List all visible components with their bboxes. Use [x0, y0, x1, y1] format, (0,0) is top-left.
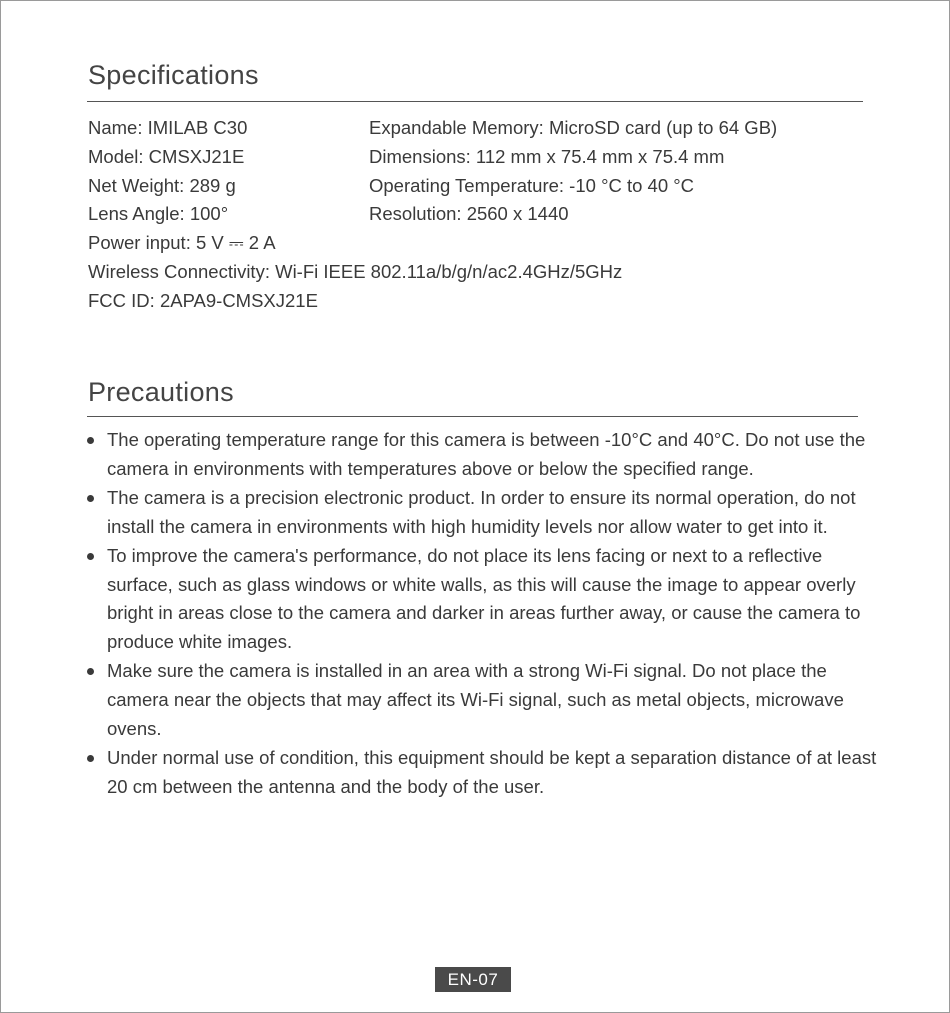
specifications-divider: [87, 101, 863, 102]
bullet-icon: [87, 437, 94, 444]
precaution-item-reflective-surface: [86, 542, 886, 658]
spec-power-input: Power input: 5 V ⎓ 2 A: [88, 232, 276, 254]
precaution-text: To improve the camera's performance, do not place its lens facing or next to a reflective surface, such as glass windows or white walls, as this will cause the image to appear overly bright in areas close to the camera and darker in areas further away, or cause the camera to produce white images.: [107, 544, 861, 653]
spec-net-weight: Net Weight: 289 g: [88, 174, 236, 196]
spec-resolution: Resolution: 2560 x 1440: [369, 203, 569, 225]
precautions-list: [86, 426, 886, 802]
spec-name: Name: IMILAB C30: [88, 117, 248, 138]
precaution-item-humidity: [86, 484, 886, 542]
spec-operating-temperature: Operating Temperature: -10 °C to 40 °C: [369, 174, 695, 196]
precaution-text: Under normal use of condition, this equipment should be kept a separation distance of at least 20 cm between the antenna and the body of the user.: [107, 746, 877, 797]
specifications-right-column: [369, 114, 777, 229]
spec-fcc-id: FCC ID: 2APA9-CMSXJ21E: [88, 289, 318, 311]
specifications-heading: Specifications: [88, 60, 259, 90]
spec-expandable-memory: Expandable Memory: MicroSD card (up to 64 GB): [369, 117, 778, 138]
page-number-badge: EN-07: [435, 967, 511, 992]
bullet-icon: [87, 668, 94, 675]
spec-model: Model: CMSXJ21E: [88, 145, 245, 167]
spec-wireless-connectivity: Wireless Connectivity: Wi-Fi IEEE 802.11a/b/g/n/ac2.4GHz/5GHz: [88, 260, 623, 282]
precautions-divider: [87, 416, 858, 417]
precaution-text: The camera is a precision electronic product. In order to ensure its normal operation, do not install the camera in environments with high humidity levels nor allow water to get into it.: [107, 486, 856, 537]
bullet-icon: [87, 755, 94, 762]
precaution-text: The operating temperature range for this camera is between -10°C and 40°C. Do not use the camera in environments with temperatures above or below the specified range.: [107, 429, 866, 479]
precaution-text: Make sure the camera is installed in an area with a strong Wi-Fi signal. Do not place the camera near the objects that may affect its Wi-Fi signal, such as metal objects, microwave ovens.: [107, 660, 844, 740]
bullet-icon: [87, 495, 94, 502]
spec-lens-angle: Lens Angle: 100°: [88, 203, 229, 225]
precautions-heading: Precautions: [88, 377, 234, 407]
bullet-icon: [87, 553, 94, 560]
precaution-item-separation-distance: [86, 744, 886, 802]
precaution-item-wifi-signal: [86, 657, 886, 744]
spec-dimensions: Dimensions: 112 mm x 75.4 mm x 75.4 mm: [369, 145, 725, 167]
precaution-item-temperature: [86, 426, 886, 484]
